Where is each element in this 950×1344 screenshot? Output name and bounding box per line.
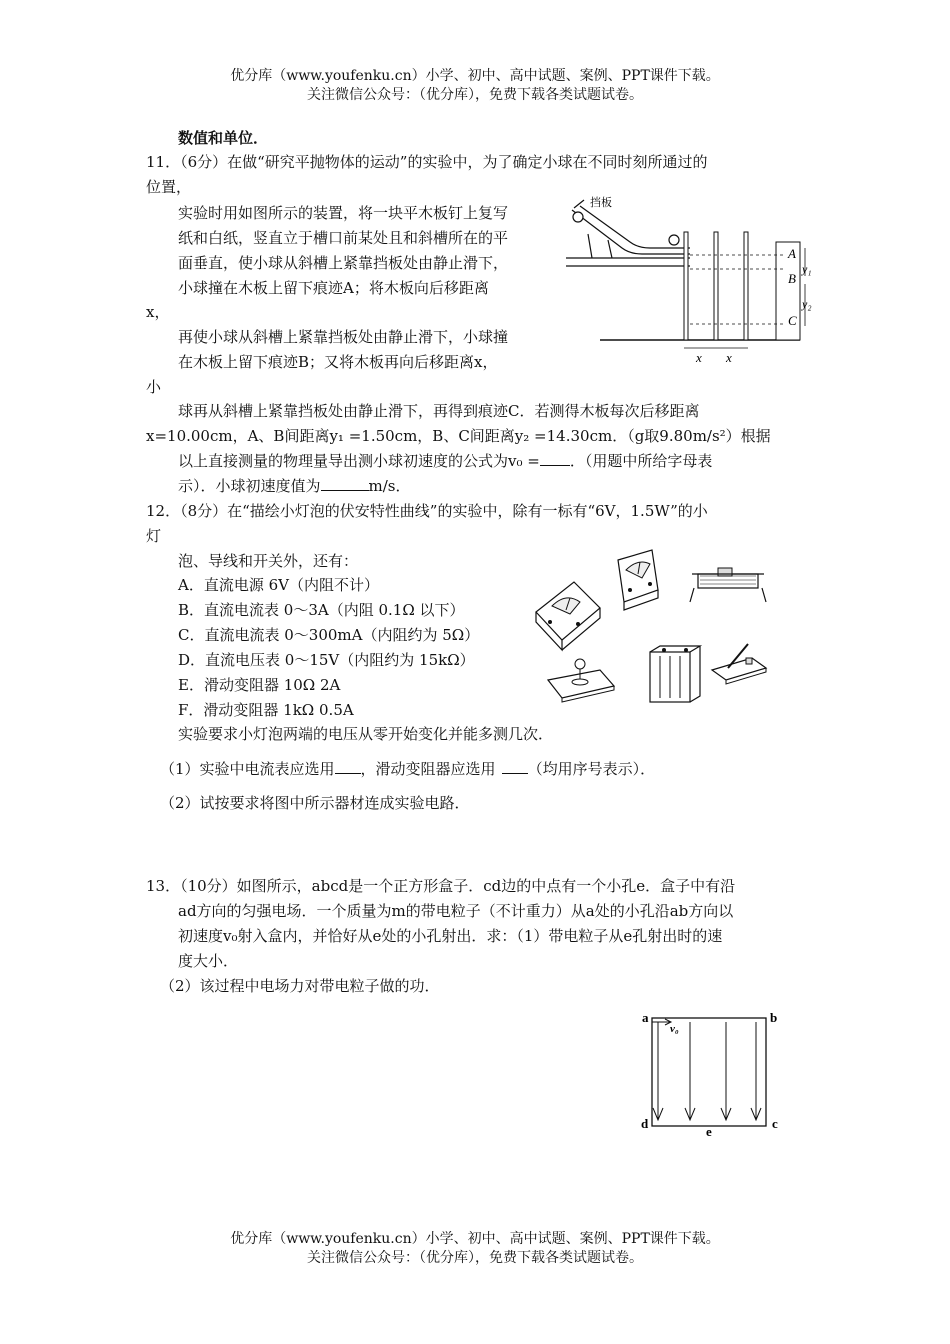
q11-line-2: 位置， [146, 178, 192, 196]
q13-line-2: ad方向的匀强电场．一个质量为m的带电粒子（不计重力）从a处的小孔沿ab方向以 [178, 902, 734, 920]
q11-apparatus-figure [560, 190, 820, 370]
q12-option-a: A．直流电源 6V（内阻不计） [178, 576, 379, 594]
y2-label: y₂ [802, 297, 812, 311]
q11-value-prompt: 示）．小球初速度值为 [178, 477, 321, 495]
q12-part-1-note: （均用序号表示）． [527, 760, 656, 778]
header-line-1: 优分库（www.youfenku.cn）小学、初中、高中试题、案例、PPT课件下载。 [230, 68, 720, 84]
ball-end-icon [669, 235, 679, 245]
q11-line-1: 11．（6分）在做“研究平抛物体的运动”的实验中，为了确定小球在不同时刻所通过的 [146, 153, 708, 171]
q12-option-e: E．滑动变阻器 10Ω 2A [178, 676, 341, 694]
q12-line-2: 灯 [146, 527, 162, 545]
ball-start-icon [573, 212, 583, 222]
intro-text: 数值和单位． [178, 129, 269, 147]
q11-formula-note: ．（用题中所给字母表 [569, 452, 713, 470]
voltmeter-icon [618, 550, 658, 610]
baffle-mark [574, 200, 584, 208]
board-position-1 [684, 232, 688, 340]
corner-a-label: a [642, 1010, 649, 1025]
q11-line-11: 球再从斜槽上紧靠挡板处由静止滑下，再得到痕迹C．若测得木板每次后移距离 [178, 402, 700, 420]
mark-c-label: C [788, 313, 797, 328]
q13-line-5: （2）该过程中电场力对带电粒子做的功． [160, 977, 440, 995]
ramp-support-1 [588, 234, 592, 258]
ramp-support-2 [608, 240, 612, 258]
q11-line-9: 在木板上留下痕迹B；又将木板再向后移距离x， [178, 353, 498, 371]
q11-line-7: x， [146, 303, 170, 321]
q12-line-1: 12．（8分）在“描绘小灯泡的伏安特性曲线”的实验中，除有一标有“6V，1.5W”的小 [146, 502, 708, 520]
q11-formula-prompt: 以上直接测量的物理量导出测小球初速度的公式为v₀ = [178, 452, 540, 470]
q12-rheostat-blank[interactable] [502, 773, 528, 774]
q11-line-14 [178, 476, 411, 496]
q11-line-4: 纸和白纸，竖直立于槽口前某处且和斜槽所在的平 [178, 229, 509, 247]
q12-option-d: D．直流电压表 0～15V（内阻约为 15kΩ） [178, 651, 475, 669]
corner-b-label: b [770, 1010, 778, 1025]
corner-d-label: d [641, 1116, 649, 1131]
q13-line-3: 初速度v₀射入盒内，并恰好从e处的小孔射出．求：（1）带电粒子从e孔射出时的速 [178, 927, 723, 945]
ammeter-icon [536, 582, 600, 650]
hole-e-label: e [706, 1124, 712, 1139]
q12-requirement: 实验要求小灯泡两端的电压从零开始变化并能多测几次． [178, 725, 554, 743]
x-label-2: x [726, 350, 732, 365]
corner-c-label: c [772, 1116, 778, 1131]
q12-option-b: B．直流电流表 0～3A（内阻 0.1Ω 以下） [178, 601, 465, 619]
q11-line-10: 小 [146, 378, 162, 396]
q13-line-1: 13．（10分）如图所示，abcd是一个正方形盒子．cd边的中点有一个小孔e．盒子中有沿 [146, 877, 736, 895]
q11-value-blank[interactable] [321, 490, 369, 491]
q12-part-1-middle: ，滑动变阻器应选用 [360, 760, 496, 778]
q11-value-unit: m/s． [368, 477, 411, 495]
header-line-2: 关注微信公众号：（优分库），免费下载各类试题试卷。 [307, 87, 643, 103]
q11-line-6: 小球撞在木板上留下痕迹A；将木板向后移距离 [178, 279, 489, 297]
battery-icon [650, 646, 700, 702]
rheostat-icon [690, 568, 766, 602]
q12-part-2: （2）试按要求将图中所示器材连成实验电路． [160, 794, 470, 812]
v0-label: v₀ [670, 1023, 679, 1035]
baffle-label: 挡板 [590, 197, 612, 209]
bulb-holder-icon [548, 659, 614, 702]
y1-label: y₁ [802, 262, 812, 276]
q12-part-1 [160, 759, 655, 779]
footer-line-2: 关注微信公众号：（优分库），免费下载各类试题试卷。 [307, 1250, 643, 1266]
q13-line-4: 度大小． [178, 952, 239, 970]
q11-line-5: 面垂直，使小球从斜槽上紧靠挡板处由静止滑下， [178, 254, 509, 272]
q11-formula-blank[interactable] [540, 465, 570, 466]
q11-line-12: x=10.00cm，A、B间距离y₁ =1.50cm，B、C间距离y₂ =14.30cm．（g取9.80m/s²）根据 [146, 427, 771, 445]
mark-b-label: B [788, 271, 796, 286]
q12-option-f: F．滑动变阻器 1kΩ 0.5A [178, 701, 354, 719]
x-label-1: x [696, 350, 702, 365]
q12-equipment-figure [530, 540, 780, 710]
q12-part-1-prompt: （1）实验中电流表应选用 [160, 760, 335, 778]
q11-line-13 [178, 451, 712, 471]
q12-ammeter-blank[interactable] [335, 773, 361, 774]
q11-line-8: 再使小球从斜槽上紧靠挡板处由静止滑下，小球撞 [178, 328, 509, 346]
footer-line-1: 优分库（www.youfenku.cn）小学、初中、高中试题、案例、PPT课件下载。 [230, 1231, 720, 1247]
mark-a-label: A [788, 246, 796, 261]
q12-option-c: C．直流电流表 0～300mA（内阻约为 5Ω） [178, 626, 480, 644]
q11-line-3: 实验时用如图所示的装置，将一块平木板钉上复写 [178, 204, 509, 222]
q13-box-figure [640, 1008, 790, 1138]
q12-line-3: 泡、导线和开关外，还有： [178, 552, 359, 570]
switch-icon [712, 644, 766, 684]
